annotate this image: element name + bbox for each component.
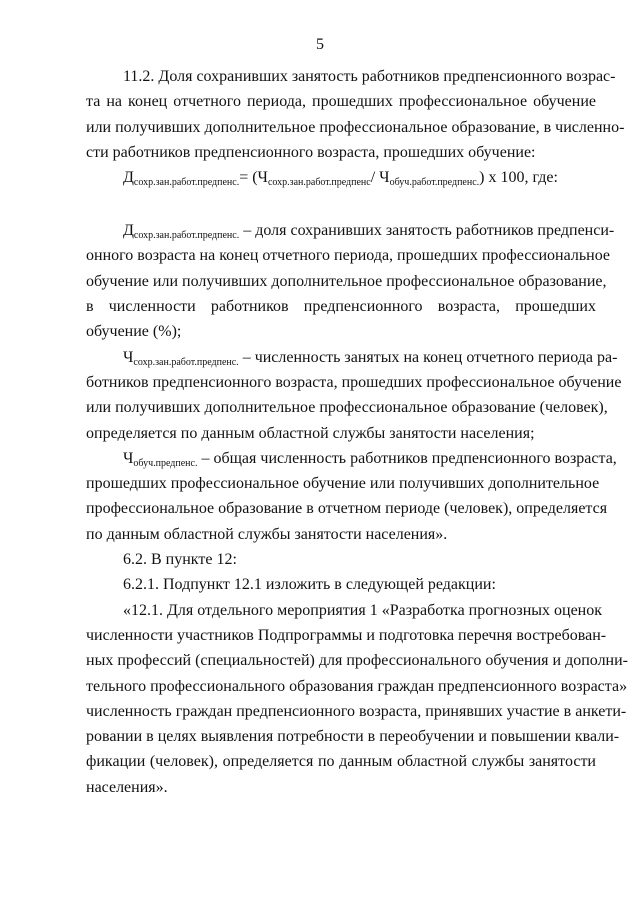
page-number: 5 bbox=[316, 36, 324, 53]
text-line: фикации (человек), определяется по данным областной службы занятости bbox=[86, 753, 596, 771]
text-line: онного возраста на конец отчетного периода, прошедших профессиональное bbox=[86, 247, 610, 265]
text-line: 6.2. В пункте 12: bbox=[123, 551, 237, 569]
definition-ch-trained bbox=[86, 446, 617, 547]
formula-subscript: сохр.зан.работ.предпенс. bbox=[133, 177, 240, 189]
text-line: сти работников предпенсионного возраста, прошедших обучение: bbox=[86, 143, 536, 161]
formula-text: / Ч bbox=[370, 169, 390, 187]
text-line bbox=[86, 345, 618, 370]
text-line: прошедших профессиональное обучение или получивших дополнительное bbox=[86, 475, 600, 493]
formula-subscript: обуч.работ.предпенс. bbox=[389, 177, 480, 189]
text-line: ных профессий (специальностей) для профессионального обучения и дополни- bbox=[86, 652, 629, 670]
paragraph-6-2-1 bbox=[86, 572, 596, 597]
text-line: по данным областной службы занятости населения». bbox=[86, 525, 448, 543]
definition-letter: Ч bbox=[123, 449, 134, 467]
text-line: или получивших дополнительное профессиональное образование (человек), bbox=[86, 399, 608, 417]
text-line: «12.1. Для отдельного мероприятия 1 «Разработка прогнозных оценок bbox=[123, 601, 602, 619]
definition-letter: Ч bbox=[123, 348, 134, 366]
paragraph-12-1 bbox=[86, 598, 629, 800]
text-line bbox=[86, 218, 615, 243]
text-line: 6.2.1. Подпункт 12.1 изложить в следующей редакции: bbox=[123, 576, 496, 594]
definition-letter: Д bbox=[123, 222, 134, 240]
text-line: профессиональное образование в отчетном периоде (человек), определяется bbox=[86, 500, 608, 518]
formula-subscript: сохр.зан.работ.предпенс bbox=[267, 177, 371, 189]
definition-d bbox=[86, 218, 615, 344]
paragraph-6-2 bbox=[86, 547, 596, 572]
definition-text: – доля сохранивших занятость работников предпенси- bbox=[239, 222, 615, 240]
definition-text: – численность занятых на конец отчетного периода ра- bbox=[238, 348, 618, 366]
definition-text: – общая численность работников предпенсионного возраста, bbox=[197, 449, 617, 467]
text-line: численность граждан предпенсионного возраста, принявших участие в анкети- bbox=[86, 702, 627, 720]
text-line: обучение или получивших дополнительное профессиональное образование, bbox=[86, 272, 607, 290]
text-line: определяется по данным областной службы занятости населения; bbox=[86, 424, 535, 442]
text-line: в численности работников предпенсионного возраста, прошедших bbox=[86, 298, 596, 316]
text-line: ботников предпенсионного возраста, прошедших профессиональное обучение bbox=[86, 373, 622, 391]
definition-subscript: сохр.зан.работ.предпенс. bbox=[133, 356, 239, 368]
definition-ch-employed bbox=[86, 345, 622, 446]
text-line: или получивших дополнительное профессиональное образование, в численно- bbox=[86, 118, 625, 136]
document-body bbox=[86, 64, 629, 800]
formula-text: ) х 100, где: bbox=[479, 169, 558, 187]
paragraph-11-2 bbox=[86, 64, 625, 165]
formula-letter: Д bbox=[123, 169, 134, 187]
text-line: численности участников Подпрограммы и подготовка перечня востребован- bbox=[86, 626, 607, 644]
text-line: населения». bbox=[86, 778, 168, 796]
definition-subscript: обуч.предпенс. bbox=[133, 457, 198, 469]
text-line: 11.2. Доля сохранивших занятость работников предпенсионного возрас- bbox=[123, 68, 616, 85]
text-line: тельного профессионального образования граждан предпенсионного возраста» bbox=[86, 677, 628, 695]
text-line: ровании в целях выявления потребности в переобучении и повышении квали- bbox=[86, 728, 620, 746]
definition-subscript: сохр.зан.работ.предпенс. bbox=[133, 230, 240, 242]
formula-text: = (Ч bbox=[239, 169, 268, 187]
formula bbox=[123, 165, 596, 191]
text-line: та на конец отчетного периода, прошедших профессиональное обучение bbox=[86, 93, 596, 111]
spacer bbox=[86, 191, 596, 218]
text-line bbox=[86, 446, 617, 471]
text-line: обучение (%); bbox=[86, 323, 182, 341]
